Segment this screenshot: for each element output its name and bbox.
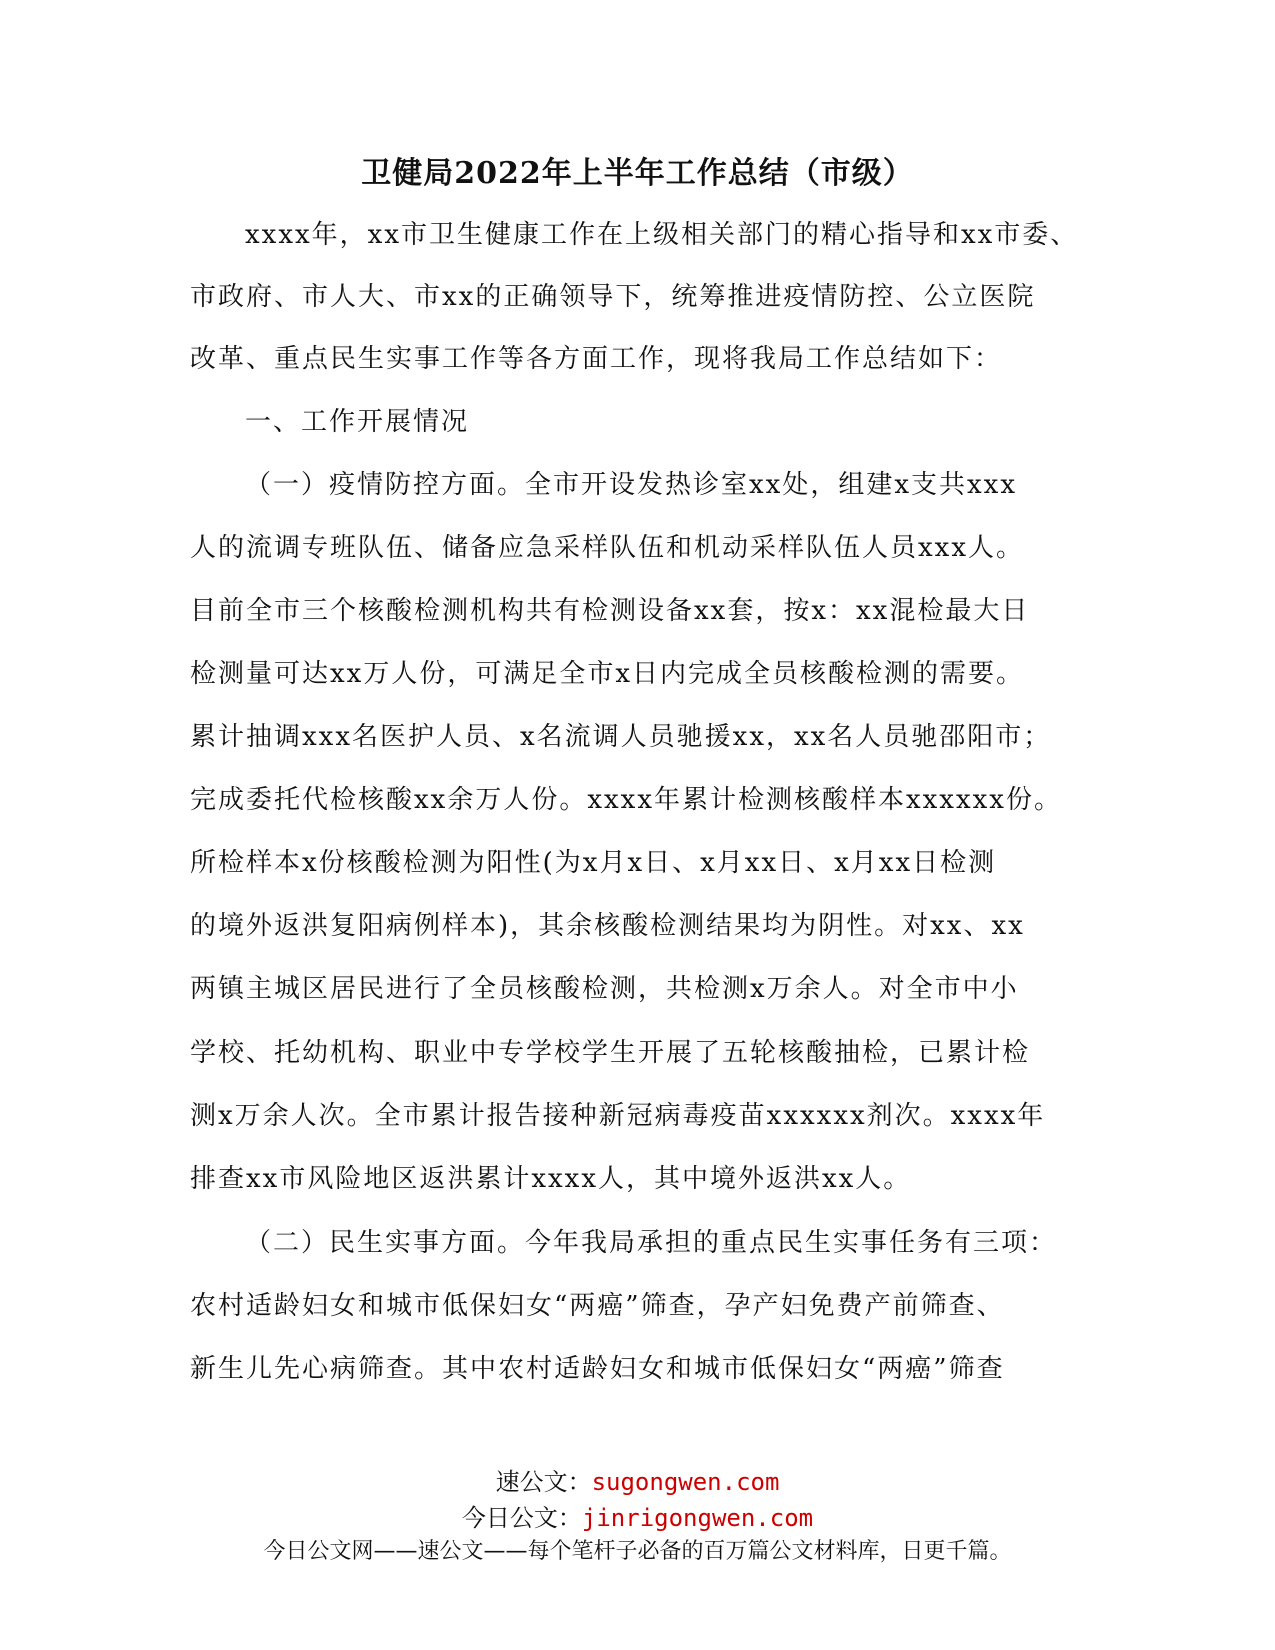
paragraph-line: 完成委托代检核酸xx余万人份。xxxx年累计检测核酸样本xxxxxx份。 [190,785,1062,815]
paragraph-line: 的境外返洪复阳病例样本)，其余核酸检测结果均为阴性。对xx、xx [190,911,1025,941]
paragraph-line: 所检样本x份核酸检测为阳性(为x月x日、x月xx日、x月xx日检测 [190,848,997,878]
paragraph-line: 两镇主城区居民进行了全员核酸检测，共检测x万余人。对全市中小 [190,974,1019,1004]
footer-line-2 [0,1498,1275,1533]
paragraph-line: 新生儿先心病筛查。其中农村适龄妇女和城市低保妇女“两癌”筛查 [190,1354,1005,1384]
document-title: 卫健局2022年上半年工作总结（市级） [361,156,914,191]
paragraph-line: 市政府、市人大、市xx的正确领导下，统筹推进疫情防控、公立医院 [190,282,1036,312]
paragraph-line: 农村适龄妇女和城市低保妇女“两癌”筛查，孕产妇免费产前筛查、 [190,1291,1005,1321]
paragraph-line: （一）疫情防控方面。全市开设发热诊室xx处，组建x支共xxx [245,470,1017,500]
footer-slogan: 今日公文网——速公文——每个笔杆子必备的百万篇公文材料库，日更千篇。 [263,1539,1012,1564]
paragraph-line: 测x万余人次。全市累计报告接种新冠病毒疫苗xxxxxx剂次。xxxx年 [190,1101,1046,1131]
footer-link-sugongwen[interactable]: sugongwen.com [591,1468,780,1496]
paragraph-line: （二）民生实事方面。今年我局承担的重点民生实事任务有三项： [245,1228,1058,1258]
paragraph-line: 目前全市三个核酸检测机构共有检测设备xx套，按x：xx混检最大日 [190,596,1030,626]
footer-link-jinrigongwen[interactable]: jinrigongwen.com [581,1504,814,1532]
section-heading: 一、工作开展情况 [245,407,470,437]
paragraph-line: 排查xx市风险地区返洪累计xxxx人，其中境外返洪xx人。 [190,1164,912,1194]
footer-label: 今日公文： [461,1504,582,1532]
paragraph-line: 检测量可达xx万人份，可满足全市x日内完成全员核酸检测的需要。 [190,659,1024,689]
paragraph-line: xxxx年，xx市卫生健康工作在上级相关部门的精心指导和xx市委、 [245,220,1079,250]
paragraph-line: 改革、重点民生实事工作等各方面工作，现将我局工作总结如下： [190,344,1003,374]
footer-line-1 [0,1462,1275,1497]
paragraph-line: 学校、托幼机构、职业中专学校学生开展了五轮核酸抽检，已累计检 [190,1038,1031,1068]
paragraph-line: 累计抽调xxx名医护人员、x名流调人员驰援xx，xx名人员驰邵阳市； [190,722,1052,752]
footer-label: 速公文： [495,1468,592,1496]
paragraph-line: 人的流调专班队伍、储备应急采样队伍和机动采样队伍人员xxx人。 [190,533,1024,563]
